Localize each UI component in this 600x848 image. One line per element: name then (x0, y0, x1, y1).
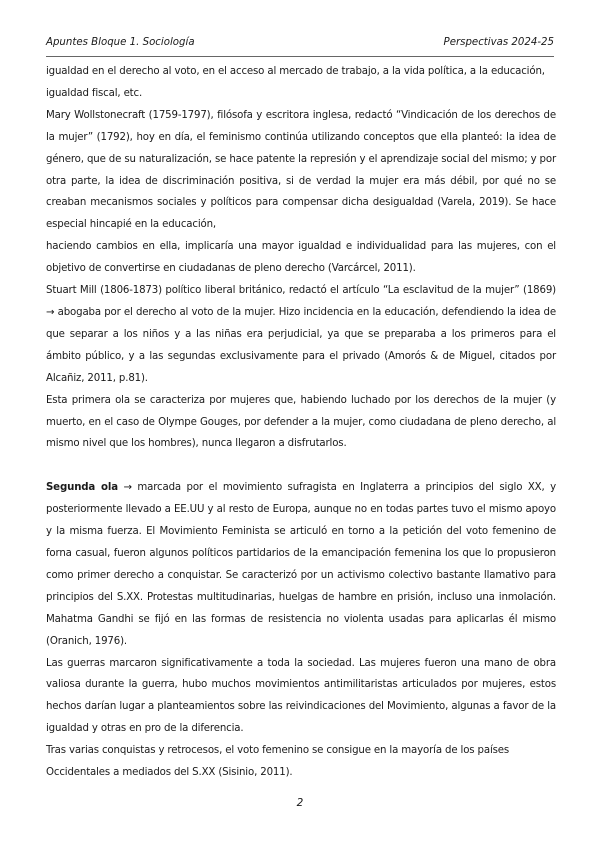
paragraph-vote: Tras varias conquistas y retrocesos, el voto femenino se consigue en la mayoría de los países Occidentales a mediados del S.XX (Sisinio, 2011). (46, 745, 510, 779)
paragraph-first-wave: Esta primera ola se caracteriza por mujeres que, habiendo luchado por los derechos de la mujer (y muerto, en el caso de Olympe Gouges, por defender a la mujer, como ciudadana de pleno derecho, al mismo nivel que los hombres), nunca llegaron a disfrutarlos. (46, 394, 556, 450)
second-wave-heading: Segunda ola (46, 482, 118, 494)
paragraph-second-wave (46, 477, 556, 652)
paragraph-wars: Las guerras marcaron significativamente a toda la sociedad. Las mujeres fueron una mano de obra valiosa durante la guerra, hubo muchos movimientos antimilitaristas articulados por mujeres, estos hechos darían lugar a planteamientos sobre las reivindicaciones del Movimiento, algunas a favor de la igualdad y otras en pro de la diferencia. (46, 657, 556, 735)
header-rule (46, 56, 554, 57)
paragraph-wollstonecraft: Mary Wollstonecraft (1759-1797), filósofa y escritora inglesa, redactó “Vindicación de los derechos de la mujer” (1792), hoy en día, el feminismo continúa utilizando conceptos que ella planteó: la idea de género, que de su naturalización, se hace patente la represión y el aprendizaje social del mismo; y por otra parte, la idea de discriminación positiva, si de verdad la mujer era más débil, por qué no se creaban mecanismos sociales y políticos para compensar dicha desigualdad (Varela, 2019). Se hace especial hincapié en la educación, (46, 109, 556, 231)
paragraph-1: igualdad en el derecho al voto, en el acceso al mercado de trabajo, a la vida política, a la educación, igualdad fiscal, etc. (46, 66, 545, 99)
paragraph-gap (46, 455, 556, 477)
header-right-title: Perspectivas 2024-25 (443, 37, 554, 48)
header-left-title: Apuntes Bloque 1. Sociología (46, 37, 195, 48)
page-number: 2 (296, 797, 304, 809)
paragraph-stuart-mill: Stuart Mill (1806-1873) político liberal británico, redactó el artículo “La esclavitud de la mujer” (1869) → abogaba por el derecho al voto de la mujer. Hizo incidencia en la educación, defendiendo la idea de que separar a los niños y a las niñas era perjudicial, ya que se preparaba a los primeros para el ámbito público, y a las segundas exclusivamente para el privado (Amorós & de Miguel, citados por Alcañiz, 2011, p.81). (46, 285, 556, 384)
second-wave-text: → marcada por el movimiento sufragista en Inglaterra a principios del siglo XX, y posteriormente llevado a EE.UU y al resto de Europa, aunque no en todas partes tuvo el mismo apoyo y la misma fuerza. El Movimiento Feminista se articuló en torno a la petición del voto femenino de forna casual, fueron algunos políticos partidarios de la emancipación femenina los que lo propusieron como primer derecho a conquistar. Se caracterizó por un activismo colectivo bastante llamativo para principios del S.XX. Protestas multitudinarias, huelgas de hambre en prisión, incluso una inmolación. Mahatma Gandhi se fijó en las formas de resistencia no violenta usadas para aplicarlas él mismo (Oranich, 1976). (46, 482, 556, 647)
page-header (46, 37, 554, 48)
page-body (46, 61, 556, 784)
paragraph-3: haciendo cambios en ella, implicaría una mayor igualdad e individualidad para las mujeres, con el objetivo de convertirse en ciudadanas de pleno derecho (Varcárcel, 2011). (46, 241, 556, 275)
